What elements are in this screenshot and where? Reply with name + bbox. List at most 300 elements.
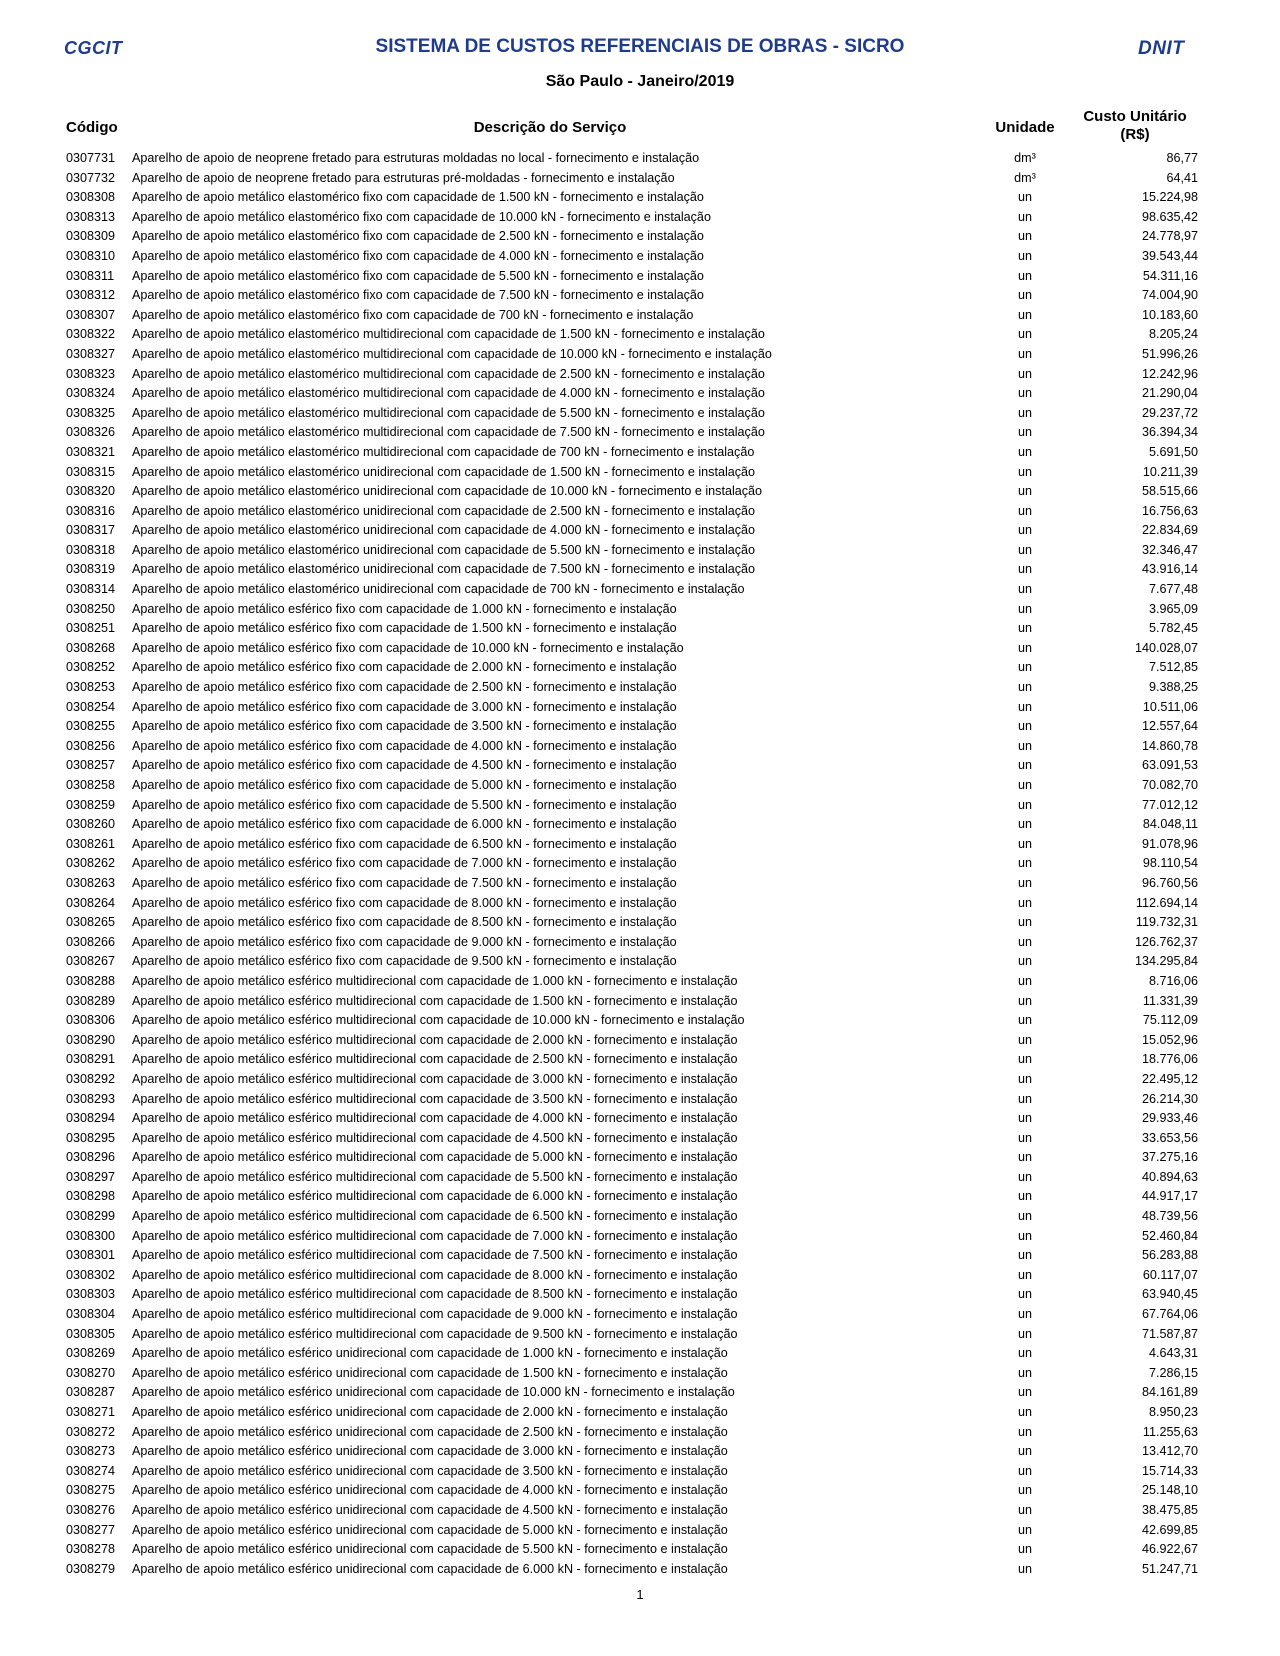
row-description: Aparelho de apoio metálico esférico multidirecional com capacidade de 7.500 kN - fornecimento e instalação — [132, 1248, 738, 1263]
row-cost: 18.776,06 — [1141, 1052, 1198, 1067]
row-description: Aparelho de apoio metálico elastomérico fixo com capacidade de 5.500 kN - fornecimento e instalação — [132, 268, 704, 283]
row-cost: 44.917,17 — [1141, 1189, 1198, 1204]
row-code: 0308277 — [66, 1522, 116, 1537]
row-cost: 64,41 — [1166, 170, 1198, 185]
row-cost: 52.460,84 — [1141, 1228, 1198, 1243]
table-row — [66, 1070, 1200, 1090]
row-cost: 12.242,96 — [1141, 366, 1198, 381]
row-cost: 15.714,33 — [1141, 1463, 1198, 1478]
cgcit-logo: CGCIT — [64, 38, 123, 58]
table-row — [66, 1521, 1200, 1541]
row-cost: 39.543,44 — [1141, 248, 1198, 263]
table-row — [66, 423, 1200, 443]
table-row — [66, 1227, 1200, 1247]
table-row — [66, 854, 1200, 874]
column-header-cost-line2: (R$) — [1120, 126, 1150, 143]
row-code: 0308312 — [66, 288, 116, 303]
table-row — [66, 443, 1200, 463]
row-cost: 38.475,85 — [1141, 1502, 1198, 1517]
row-description: Aparelho de apoio metálico esférico fixo com capacidade de 10.000 kN - fornecimento e instalação — [132, 640, 684, 655]
row-cost: 9.388,25 — [1148, 680, 1198, 695]
row-code: 0308323 — [66, 366, 116, 381]
row-description: Aparelho de apoio metálico elastomérico fixo com capacidade de 7.500 kN - fornecimento e instalação — [132, 288, 704, 303]
table-row — [66, 717, 1200, 737]
row-description: Aparelho de apoio metálico elastomérico unidirecional com capacidade de 4.000 kN - fornecimento e instalação — [132, 523, 756, 538]
row-code: 0308298 — [66, 1189, 116, 1204]
table-row — [66, 678, 1200, 698]
row-code: 0308320 — [66, 484, 116, 499]
table-row — [66, 894, 1200, 914]
page-subtitle: São Paulo - Janeiro/2019 — [545, 73, 735, 90]
row-unit: un — [1017, 1052, 1032, 1067]
row-unit: un — [1017, 425, 1032, 440]
row-unit: un — [1017, 719, 1032, 734]
row-code: 0308317 — [66, 523, 116, 538]
row-description: Aparelho de apoio de neoprene fretado para estruturas moldadas no local - fornecimento e instalação — [132, 151, 700, 165]
table-row — [66, 306, 1200, 326]
row-unit: un — [1017, 1483, 1032, 1498]
row-unit: un — [1017, 1228, 1032, 1243]
row-code: 0308313 — [66, 209, 116, 224]
row-description: Aparelho de apoio metálico elastomérico fixo com capacidade de 700 kN - fornecimento e instalação — [132, 307, 694, 322]
row-unit: un — [1017, 954, 1032, 969]
row-code: 0308250 — [66, 601, 116, 616]
row-description: Aparelho de apoio metálico elastomérico unidirecional com capacidade de 1.500 kN - fornecimento e instalação — [132, 464, 756, 479]
table-row — [66, 227, 1200, 247]
row-description: Aparelho de apoio metálico esférico unidirecional com capacidade de 3.500 kN - fornecimento e instalação — [132, 1463, 728, 1478]
row-unit: un — [1017, 1209, 1032, 1224]
table-row — [66, 149, 1200, 169]
row-unit: un — [1017, 778, 1032, 792]
row-cost: 25.148,10 — [1141, 1483, 1198, 1498]
row-unit: un — [1017, 758, 1032, 773]
row-unit: un — [1017, 993, 1032, 1008]
row-unit: un — [1017, 856, 1032, 871]
row-unit: un — [1017, 542, 1032, 557]
row-cost: 26.214,30 — [1141, 1091, 1198, 1106]
row-unit: un — [1017, 307, 1032, 322]
service-table — [66, 149, 1200, 1579]
table-row — [66, 1148, 1200, 1168]
row-code: 0308327 — [66, 346, 116, 361]
row-description: Aparelho de apoio metálico esférico unidirecional com capacidade de 10.000 kN - fornecimento e instalação — [132, 1385, 735, 1400]
column-header-cost-line1: Custo Unitário — [1083, 108, 1187, 125]
row-description: Aparelho de apoio metálico esférico multidirecional com capacidade de 9.000 kN - fornecimento e instalação — [132, 1307, 738, 1322]
row-code: 0308318 — [66, 542, 116, 557]
row-unit: un — [1017, 582, 1032, 597]
row-unit: un — [1017, 1346, 1032, 1361]
row-description: Aparelho de apoio metálico esférico unidirecional com capacidade de 5.000 kN - fornecimento e instalação — [132, 1522, 728, 1537]
table-row — [66, 345, 1200, 365]
table-row — [66, 1285, 1200, 1305]
row-code: 0308310 — [66, 248, 116, 263]
row-code: 0308325 — [66, 405, 116, 420]
row-unit: un — [1017, 1365, 1032, 1380]
row-unit: un — [1017, 915, 1032, 930]
row-description: Aparelho de apoio metálico esférico multidirecional com capacidade de 2.500 kN - fornecimento e instalação — [132, 1052, 738, 1067]
row-cost: 10.511,06 — [1142, 699, 1198, 714]
row-cost: 98.635,42 — [1141, 209, 1198, 224]
row-unit: un — [1017, 1267, 1032, 1282]
table-row — [66, 1109, 1200, 1129]
table-row — [66, 1031, 1200, 1051]
table-row — [66, 286, 1200, 306]
row-code: 0308315 — [66, 464, 116, 479]
row-cost: 14.860,78 — [1141, 738, 1198, 753]
row-code: 0308308 — [66, 190, 116, 205]
row-cost: 7.512,85 — [1148, 660, 1198, 675]
row-unit: un — [1017, 1326, 1032, 1341]
table-row — [66, 1423, 1200, 1443]
row-description: Aparelho de apoio metálico esférico multidirecional com capacidade de 6.000 kN - fornecimento e instalação — [132, 1189, 738, 1204]
row-unit: un — [1017, 386, 1032, 401]
row-code: 0308256 — [66, 738, 116, 753]
row-description: Aparelho de apoio metálico esférico multidirecional com capacidade de 10.000 kN - fornecimento e instalação — [132, 1013, 745, 1028]
row-unit: un — [1017, 209, 1032, 224]
row-code: 0308302 — [66, 1267, 116, 1282]
table-row — [66, 365, 1200, 385]
row-code: 0308279 — [66, 1561, 116, 1576]
table-row — [66, 796, 1200, 816]
row-description: Aparelho de apoio de neoprene fretado para estruturas pré-moldadas - fornecimento e instalação — [132, 170, 675, 185]
row-code: 0308291 — [66, 1052, 116, 1067]
table-row — [66, 952, 1200, 972]
row-code: 0308263 — [66, 875, 116, 890]
row-code: 0308306 — [66, 1013, 116, 1028]
row-code: 0308305 — [66, 1326, 116, 1341]
row-cost: 84.161,89 — [1141, 1385, 1198, 1400]
row-cost: 22.495,12 — [1141, 1071, 1198, 1086]
row-unit: un — [1017, 875, 1032, 890]
row-description: Aparelho de apoio metálico elastomérico multidirecional com capacidade de 5.500 kN - fornecimento e instalação — [132, 405, 765, 420]
row-code: 0308270 — [66, 1365, 116, 1380]
row-code: 0308287 — [66, 1385, 116, 1400]
table-row — [66, 1462, 1200, 1482]
row-unit: dm³ — [1014, 170, 1036, 185]
row-unit: un — [1017, 640, 1032, 655]
table-row — [66, 1246, 1200, 1266]
table-row — [66, 541, 1200, 561]
row-description: Aparelho de apoio metálico esférico fixo com capacidade de 8.500 kN - fornecimento e instalação — [132, 915, 677, 930]
row-code: 0308289 — [66, 993, 116, 1008]
row-cost: 98.110,54 — [1142, 856, 1198, 871]
row-unit: un — [1017, 1522, 1032, 1537]
row-description: Aparelho de apoio metálico elastomérico fixo com capacidade de 4.000 kN - fornecimento e instalação — [132, 248, 704, 263]
row-unit: un — [1017, 1091, 1032, 1106]
table-row — [66, 737, 1200, 757]
row-description: Aparelho de apoio metálico esférico fixo com capacidade de 6.000 kN - fornecimento e instalação — [132, 817, 677, 832]
row-unit: un — [1017, 1111, 1032, 1126]
table-row — [66, 1383, 1200, 1403]
row-cost: 15.052,96 — [1141, 1032, 1198, 1047]
row-code: 0308314 — [66, 582, 116, 597]
table-row — [66, 972, 1200, 992]
row-cost: 36.394,34 — [1141, 425, 1198, 440]
row-cost: 48.739,56 — [1141, 1209, 1198, 1224]
row-unit: un — [1017, 1130, 1032, 1145]
row-description: Aparelho de apoio metálico elastomérico multidirecional com capacidade de 2.500 kN - fornecimento e instalação — [132, 366, 765, 381]
row-code: 0308293 — [66, 1091, 116, 1106]
row-description: Aparelho de apoio metálico elastomérico fixo com capacidade de 10.000 kN - fornecimento e instalação — [132, 209, 711, 224]
row-description: Aparelho de apoio metálico esférico fixo com capacidade de 4.500 kN - fornecimento e instalação — [132, 758, 677, 773]
row-cost: 42.699,85 — [1141, 1522, 1198, 1537]
row-unit: un — [1017, 660, 1032, 675]
table-row — [66, 1501, 1200, 1521]
row-cost: 140.028,07 — [1134, 640, 1198, 655]
row-code: 0308259 — [66, 797, 116, 812]
row-cost: 21.290,04 — [1141, 386, 1198, 401]
row-code: 0308297 — [66, 1169, 116, 1184]
row-description: Aparelho de apoio metálico esférico multidirecional com capacidade de 6.500 kN - fornecimento e instalação — [132, 1209, 738, 1224]
row-unit: un — [1017, 523, 1032, 538]
row-code: 0308262 — [66, 856, 116, 871]
row-code: 0308288 — [66, 973, 116, 988]
row-cost: 67.764,06 — [1141, 1307, 1198, 1322]
row-description: Aparelho de apoio metálico esférico fixo com capacidade de 9.500 kN - fornecimento e instalação — [132, 954, 677, 969]
row-description: Aparelho de apoio metálico elastomérico multidirecional com capacidade de 4.000 kN - fornecimento e instalação — [132, 386, 765, 401]
row-cost: 84.048,11 — [1142, 817, 1198, 832]
row-cost: 56.283,88 — [1141, 1248, 1198, 1263]
row-cost: 29.933,46 — [1141, 1111, 1198, 1126]
row-description: Aparelho de apoio metálico esférico unidirecional com capacidade de 4.500 kN - fornecimento e instalação — [132, 1502, 728, 1517]
row-unit: un — [1017, 464, 1032, 479]
row-description: Aparelho de apoio metálico esférico multidirecional com capacidade de 5.500 kN - fornecimento e instalação — [132, 1169, 738, 1184]
row-cost: 4.643,31 — [1148, 1346, 1198, 1361]
table-row — [66, 247, 1200, 267]
row-code: 0308251 — [66, 621, 116, 636]
row-description: Aparelho de apoio metálico elastomérico unidirecional com capacidade de 10.000 kN - fornecimento e instalação — [132, 484, 763, 499]
row-description: Aparelho de apoio metálico esférico multidirecional com capacidade de 2.000 kN - fornecimento e instalação — [132, 1032, 738, 1047]
row-unit: un — [1017, 1405, 1032, 1419]
row-code: 0308268 — [66, 640, 116, 655]
row-unit: un — [1017, 1032, 1032, 1047]
row-unit: un — [1017, 1307, 1032, 1322]
row-description: Aparelho de apoio metálico esférico fixo com capacidade de 5.000 kN - fornecimento e instalação — [132, 778, 677, 792]
row-cost: 75.112,09 — [1142, 1013, 1198, 1028]
row-cost: 96.760,56 — [1141, 875, 1198, 890]
row-description: Aparelho de apoio metálico elastomérico multidirecional com capacidade de 10.000 kN - fornecimento e instalação — [132, 346, 772, 361]
row-code: 0308275 — [66, 1483, 116, 1498]
row-code: 0308267 — [66, 954, 116, 969]
row-description: Aparelho de apoio metálico esférico fixo com capacidade de 6.500 kN - fornecimento e instalação — [132, 836, 677, 851]
row-unit: un — [1017, 895, 1032, 910]
row-code: 0308278 — [66, 1542, 116, 1557]
row-cost: 11.255,63 — [1142, 1424, 1198, 1439]
row-description: Aparelho de apoio metálico esférico multidirecional com capacidade de 3.000 kN - fornecimento e instalação — [132, 1071, 738, 1086]
row-code: 0308266 — [66, 934, 116, 949]
table-row — [66, 874, 1200, 894]
column-header-cost — [1070, 108, 1200, 144]
row-unit: un — [1017, 817, 1032, 832]
page-number: 1 — [636, 1587, 644, 1602]
row-description: Aparelho de apoio metálico esférico fixo com capacidade de 1.500 kN - fornecimento e instalação — [132, 621, 677, 636]
table-row — [66, 776, 1200, 796]
table-row — [66, 1266, 1200, 1286]
row-unit: un — [1017, 1463, 1032, 1478]
row-code: 0308326 — [66, 425, 116, 440]
row-cost: 12.557,64 — [1141, 719, 1198, 734]
row-unit: un — [1017, 1150, 1032, 1165]
row-code: 0308311 — [66, 268, 115, 283]
row-description: Aparelho de apoio metálico esférico multidirecional com capacidade de 4.500 kN - fornecimento e instalação — [132, 1130, 738, 1145]
column-header-code: Código — [66, 119, 118, 136]
row-cost: 60.117,07 — [1142, 1267, 1198, 1282]
row-description: Aparelho de apoio metálico elastomérico multidirecional com capacidade de 7.500 kN - fornecimento e instalação — [132, 425, 765, 440]
table-row — [66, 1344, 1200, 1364]
table-row — [66, 1168, 1200, 1188]
table-row — [66, 815, 1200, 835]
table-row — [66, 1325, 1200, 1345]
row-code: 0308299 — [66, 1209, 116, 1224]
row-description: Aparelho de apoio metálico elastomérico unidirecional com capacidade de 700 kN - fornecimento e instalação — [132, 582, 745, 597]
table-row — [66, 1403, 1200, 1423]
row-unit: un — [1017, 268, 1032, 283]
table-row — [66, 600, 1200, 620]
row-unit: un — [1017, 405, 1032, 420]
table-row — [66, 658, 1200, 678]
row-cost: 3.965,09 — [1148, 601, 1198, 616]
row-cost: 46.922,67 — [1141, 1542, 1198, 1557]
row-unit: un — [1017, 562, 1032, 577]
row-unit: un — [1017, 680, 1032, 695]
row-code: 0308321 — [66, 444, 116, 459]
row-cost: 70.082,70 — [1141, 778, 1198, 792]
row-cost: 8.205,24 — [1148, 327, 1198, 342]
row-description: Aparelho de apoio metálico esférico fixo com capacidade de 2.000 kN - fornecimento e instalação — [132, 660, 677, 675]
row-unit: un — [1017, 621, 1032, 636]
table-row — [66, 1364, 1200, 1384]
row-code: 0308252 — [66, 660, 116, 675]
row-cost: 63.091,53 — [1141, 758, 1198, 773]
row-code: 0308264 — [66, 895, 116, 910]
row-code: 0308254 — [66, 699, 116, 714]
row-code: 0308253 — [66, 680, 116, 695]
row-description: Aparelho de apoio metálico esférico fixo com capacidade de 5.500 kN - fornecimento e instalação — [132, 797, 677, 812]
row-unit: un — [1017, 738, 1032, 753]
table-row — [66, 463, 1200, 483]
row-code: 0308296 — [66, 1150, 116, 1165]
row-cost: 8.716,06 — [1148, 973, 1198, 988]
row-code: 0308300 — [66, 1228, 116, 1243]
row-code: 0308301 — [66, 1248, 116, 1263]
row-cost: 32.346,47 — [1141, 542, 1198, 557]
table-row — [66, 267, 1200, 287]
row-cost: 71.587,87 — [1141, 1326, 1198, 1341]
row-description: Aparelho de apoio metálico esférico multidirecional com capacidade de 9.500 kN - fornecimento e instalação — [132, 1326, 738, 1341]
row-cost: 10.211,39 — [1142, 464, 1198, 479]
column-header-description: Descrição do Serviço — [473, 119, 627, 136]
table-row — [66, 619, 1200, 639]
row-cost: 51.247,71 — [1141, 1561, 1198, 1576]
row-description: Aparelho de apoio metálico esférico unidirecional com capacidade de 4.000 kN - fornecimento e instalação — [132, 1483, 728, 1498]
row-description: Aparelho de apoio metálico esférico fixo com capacidade de 9.000 kN - fornecimento e instalação — [132, 934, 677, 949]
row-cost: 37.275,16 — [1141, 1150, 1198, 1165]
row-cost: 63.940,45 — [1141, 1287, 1198, 1302]
row-description: Aparelho de apoio metálico esférico multidirecional com capacidade de 7.000 kN - fornecimento e instalação — [132, 1228, 738, 1243]
table-row — [66, 756, 1200, 776]
row-code: 0308304 — [66, 1307, 116, 1322]
row-unit: un — [1017, 1071, 1032, 1086]
row-unit: un — [1017, 797, 1032, 812]
table-row — [66, 188, 1200, 208]
row-cost: 33.653,56 — [1141, 1130, 1198, 1145]
row-cost: 40.894,63 — [1141, 1169, 1198, 1184]
row-description: Aparelho de apoio metálico elastomérico unidirecional com capacidade de 7.500 kN - fornecimento e instalação — [132, 562, 756, 577]
row-unit: un — [1017, 973, 1032, 988]
row-code: 0308265 — [66, 915, 116, 930]
row-cost: 7.677,48 — [1148, 582, 1198, 597]
row-description: Aparelho de apoio metálico esférico fixo com capacidade de 2.500 kN - fornecimento e instalação — [132, 680, 677, 695]
table-row — [66, 1090, 1200, 1110]
row-description: Aparelho de apoio metálico elastomérico unidirecional com capacidade de 2.500 kN - fornecimento e instalação — [132, 503, 756, 518]
row-unit: un — [1017, 1189, 1032, 1204]
row-code: 0308295 — [66, 1130, 116, 1145]
row-description: Aparelho de apoio metálico elastomérico fixo com capacidade de 1.500 kN - fornecimento e instalação — [132, 190, 704, 205]
row-cost: 126.762,37 — [1134, 934, 1198, 949]
row-unit: un — [1017, 699, 1032, 714]
row-code: 0308324 — [66, 386, 116, 401]
table-row — [66, 580, 1200, 600]
row-description: Aparelho de apoio metálico esférico multidirecional com capacidade de 1.500 kN - fornecimento e instalação — [132, 993, 738, 1008]
column-header-unit: Unidade — [995, 119, 1055, 136]
row-cost: 77.012,12 — [1141, 797, 1198, 812]
table-row — [66, 208, 1200, 228]
table-row — [66, 482, 1200, 502]
row-cost: 5.691,50 — [1148, 444, 1198, 459]
row-unit: un — [1017, 1287, 1032, 1302]
row-code: 0308276 — [66, 1502, 116, 1517]
row-description: Aparelho de apoio metálico esférico multidirecional com capacidade de 8.500 kN - fornecimento e instalação — [132, 1287, 738, 1302]
row-unit: un — [1017, 366, 1032, 381]
row-unit: un — [1017, 1561, 1032, 1576]
row-description: Aparelho de apoio metálico elastomérico unidirecional com capacidade de 5.500 kN - fornecimento e instalação — [132, 542, 756, 557]
table-row — [66, 1442, 1200, 1462]
table-row — [66, 502, 1200, 522]
table-row — [66, 1011, 1200, 1031]
row-code: 0308272 — [66, 1424, 116, 1439]
row-cost: 22.834,69 — [1141, 523, 1198, 538]
row-description: Aparelho de apoio metálico elastomérico multidirecional com capacidade de 1.500 kN - fornecimento e instalação — [132, 327, 765, 342]
row-code: 0308255 — [66, 719, 116, 734]
row-description: Aparelho de apoio metálico esférico unidirecional com capacidade de 2.000 kN - fornecimento e instalação — [132, 1405, 728, 1419]
row-unit: un — [1017, 484, 1032, 499]
table-row — [66, 933, 1200, 953]
row-cost: 10.183,60 — [1141, 307, 1198, 322]
row-cost: 74.004,90 — [1141, 288, 1198, 303]
row-code: 0308319 — [66, 562, 116, 577]
row-description: Aparelho de apoio metálico esférico multidirecional com capacidade de 4.000 kN - fornecimento e instalação — [132, 1111, 738, 1126]
row-cost: 16.756,63 — [1141, 503, 1198, 518]
row-cost: 112.694,14 — [1135, 895, 1198, 910]
table-row — [66, 698, 1200, 718]
row-cost: 7.286,15 — [1148, 1365, 1198, 1380]
row-code: 0308294 — [66, 1111, 116, 1126]
table-row — [66, 913, 1200, 933]
table-row — [66, 835, 1200, 855]
row-code: 0308257 — [66, 758, 116, 773]
row-description: Aparelho de apoio metálico esférico fixo com capacidade de 4.000 kN - fornecimento e instalação — [132, 738, 677, 753]
page-title: SISTEMA DE CUSTOS REFERENCIAIS DE OBRAS - SICRO — [375, 36, 905, 57]
row-description: Aparelho de apoio metálico esférico multidirecional com capacidade de 3.500 kN - fornecimento e instalação — [132, 1091, 738, 1106]
row-code: 0308316 — [66, 503, 116, 518]
row-code: 0308322 — [66, 327, 116, 342]
row-description: Aparelho de apoio metálico esférico fixo com capacidade de 7.500 kN - fornecimento e instalação — [132, 875, 677, 890]
row-unit: un — [1017, 444, 1032, 459]
row-description: Aparelho de apoio metálico elastomérico multidirecional com capacidade de 700 kN - fornecimento e instalação — [132, 444, 755, 459]
row-description: Aparelho de apoio metálico esférico multidirecional com capacidade de 1.000 kN - fornecimento e instalação — [132, 973, 738, 988]
table-row — [66, 1305, 1200, 1325]
row-unit: un — [1017, 836, 1032, 851]
